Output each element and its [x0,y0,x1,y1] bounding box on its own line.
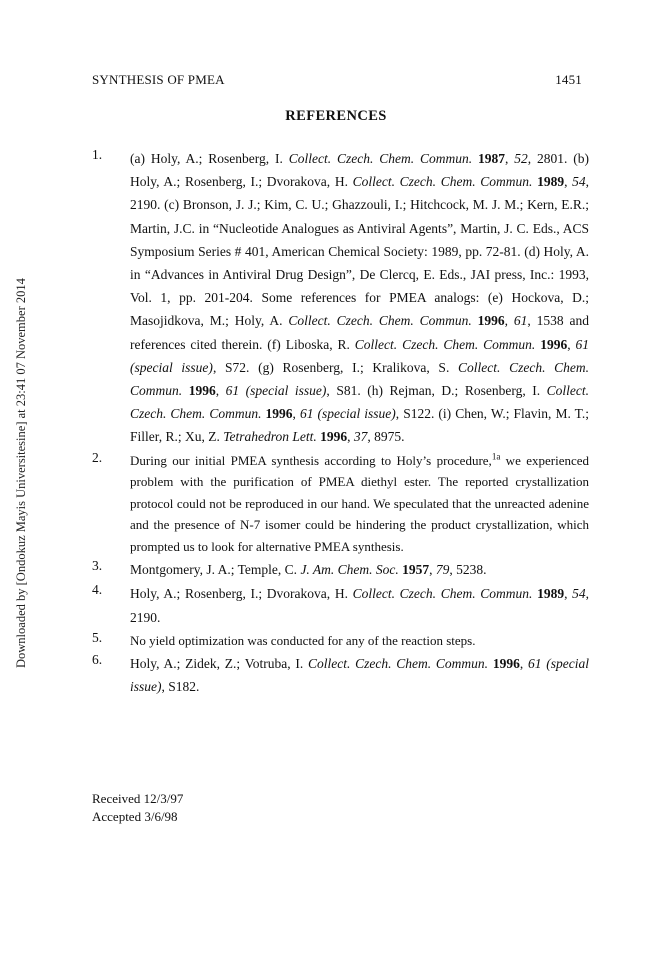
reference-number: 1. [92,147,103,162]
reference-text [130,450,589,558]
reference-number: 4. [92,582,103,598]
italic-text: 54 [572,586,586,602]
text-run: , [292,406,300,422]
bold-text: 1957 [402,562,430,578]
italic-text: Collect. Czech. Chem. Commun. [352,174,533,190]
bold-text: 1989 [537,586,565,602]
italic-text: Collect. Czech. Chem. Commun. [308,656,489,672]
text-run: , [564,174,573,190]
text-run: , S81. (h) Rejman, D.; Rosenberg, I. [326,383,547,399]
text-run: , 2190. [130,586,590,625]
superscript: 1a [491,451,501,462]
reference-item [92,652,589,698]
text-run: (a) Holy, A.; Rosenberg, I. [130,151,289,166]
receipt-dates [92,790,183,826]
italic-text: Collect. Czech. Chem. Commun. [352,586,533,602]
text-run: During our initial PMEA synthesis according to Holy’s procedure, [130,452,492,468]
accepted-date: Accepted 3/6/98 [92,809,178,824]
reference-item [92,558,589,581]
reference-number: 6. [92,652,103,668]
bold-text: 1996 [492,656,520,672]
reference-item [92,450,589,558]
received-date: Received 12/3/97 [92,791,184,806]
text-run: No yield optimization was conducted for any of the reaction steps. [130,632,476,648]
text-run: Holy, A.; Rosenberg, I.; Dvorakova, H. [130,586,353,602]
italic-text: Collect. Czech. Chem. Commun. [130,359,590,399]
italic-text: 54 [572,174,586,190]
reference-item [92,147,589,449]
bold-text: 1996 [540,336,568,352]
text-run: , S122. (i) Chen, W.; Flavin, M. T.; Filler, R.; Xu, Z. [130,406,590,445]
text-run: Montgomery, J. A.; Temple, C. [130,562,301,578]
text-run: , [429,562,436,578]
italic-text: 61 (special issue) [299,406,396,422]
text-run: , 1538 and references cited therein. (f) Liboska, R. [130,313,590,352]
text-run: , S72. (g) Rosenberg, I.; Kralikova, S. [212,359,459,375]
reference-text [130,630,589,652]
reference-text [130,582,589,628]
page-number: 1451 [555,72,582,87]
italic-text: J. Am. Chem. Soc. [300,562,399,578]
italic-text: 37 [353,429,368,445]
text-run: we experienced problem with the purification of PMEA diethyl ester. The reported crystallization protocol could not be reproduced in our hand. We speculated that the unreacted adenine and the presence of N-7 isomer could be hindering the product crystallization, which prompted us to look for alternative PMEA synthesis. [130,452,590,554]
bold-text: 1996 [265,406,293,422]
text-run: , [567,336,576,352]
text-run: , [564,586,573,602]
bold-text: 1996 [320,429,348,445]
references-heading: REFERENCES [285,108,387,124]
reference-text [130,147,589,449]
text-run: , 8975. [367,429,405,445]
italic-text: Tetrahedron Lett. [223,429,317,445]
bold-text: 1989 [537,174,565,190]
reference-number: 3. [92,558,103,574]
text-run: , [505,151,515,166]
reference-text [130,652,589,698]
italic-text: Collect. Czech. Chem. Commun. [288,313,472,329]
text-run: , [504,313,514,329]
reference-number: 5. [92,629,103,645]
italic-text: 61 (special issue) [130,336,590,375]
reference-list [92,147,589,699]
bold-text: 1996 [188,383,216,399]
italic-text: Collect. Czech. Chem. Commun. [354,336,536,352]
text-run: , S182. [161,679,200,695]
text-run: , [519,656,528,672]
reference-item [92,582,589,628]
italic-text: Collect. Czech. Chem. Commun. [130,383,590,422]
text-run: , 2190. (c) Bronson, J. J.; Kim, C. U.; Ghazzouli, I.; Hitchcock, M. J. M.; Kern, E.R.; Martin, J.C. in “Nucleotide Analogues as Antiviral Agents”, Martin, J. C. Eds., ACS Symposium Series # 401, American Chemical Society: 1989, pp. 72-81. (d) Holy, A. in “Advances in Antiviral Drug Design”, De Clercq, E. Eds., JAI press, Inc.: 1993, Vol. 1, pp. 201-204. Some references for PMEA analogs: (e) Hockova, D.; Masojidkova, M.; Holy, A. [130,174,590,329]
text-run: , [215,383,226,399]
italic-text: 52 [514,151,528,166]
text-run: , 2801. (b) Holy, A.; Rosenberg, I.; Dvorakova, H. [130,151,590,190]
reference-text [130,558,589,581]
italic-text: 79 [435,562,450,578]
italic-text: Collect. Czech. Chem. Commun. [288,151,473,166]
running-title: SYNTHESIS OF PMEA [92,72,225,87]
reference-item [92,630,589,652]
bold-text: 1996 [477,313,505,329]
italic-text: 61 (special issue) [225,383,327,399]
italic-text: 61 (special issue) [130,656,590,695]
italic-text: 61 [513,313,528,329]
text-run: , 5238. [449,562,487,578]
bold-text: 1987 [478,151,506,166]
text-run: Holy, A.; Zidek, Z.; Votruba, I. [130,656,308,672]
text-run: , [347,429,354,445]
reference-number: 2. [92,449,103,465]
download-watermark: Downloaded by [Ondokuz Mayis Universitesine] at 23:41 07 November 2014 [14,278,28,668]
